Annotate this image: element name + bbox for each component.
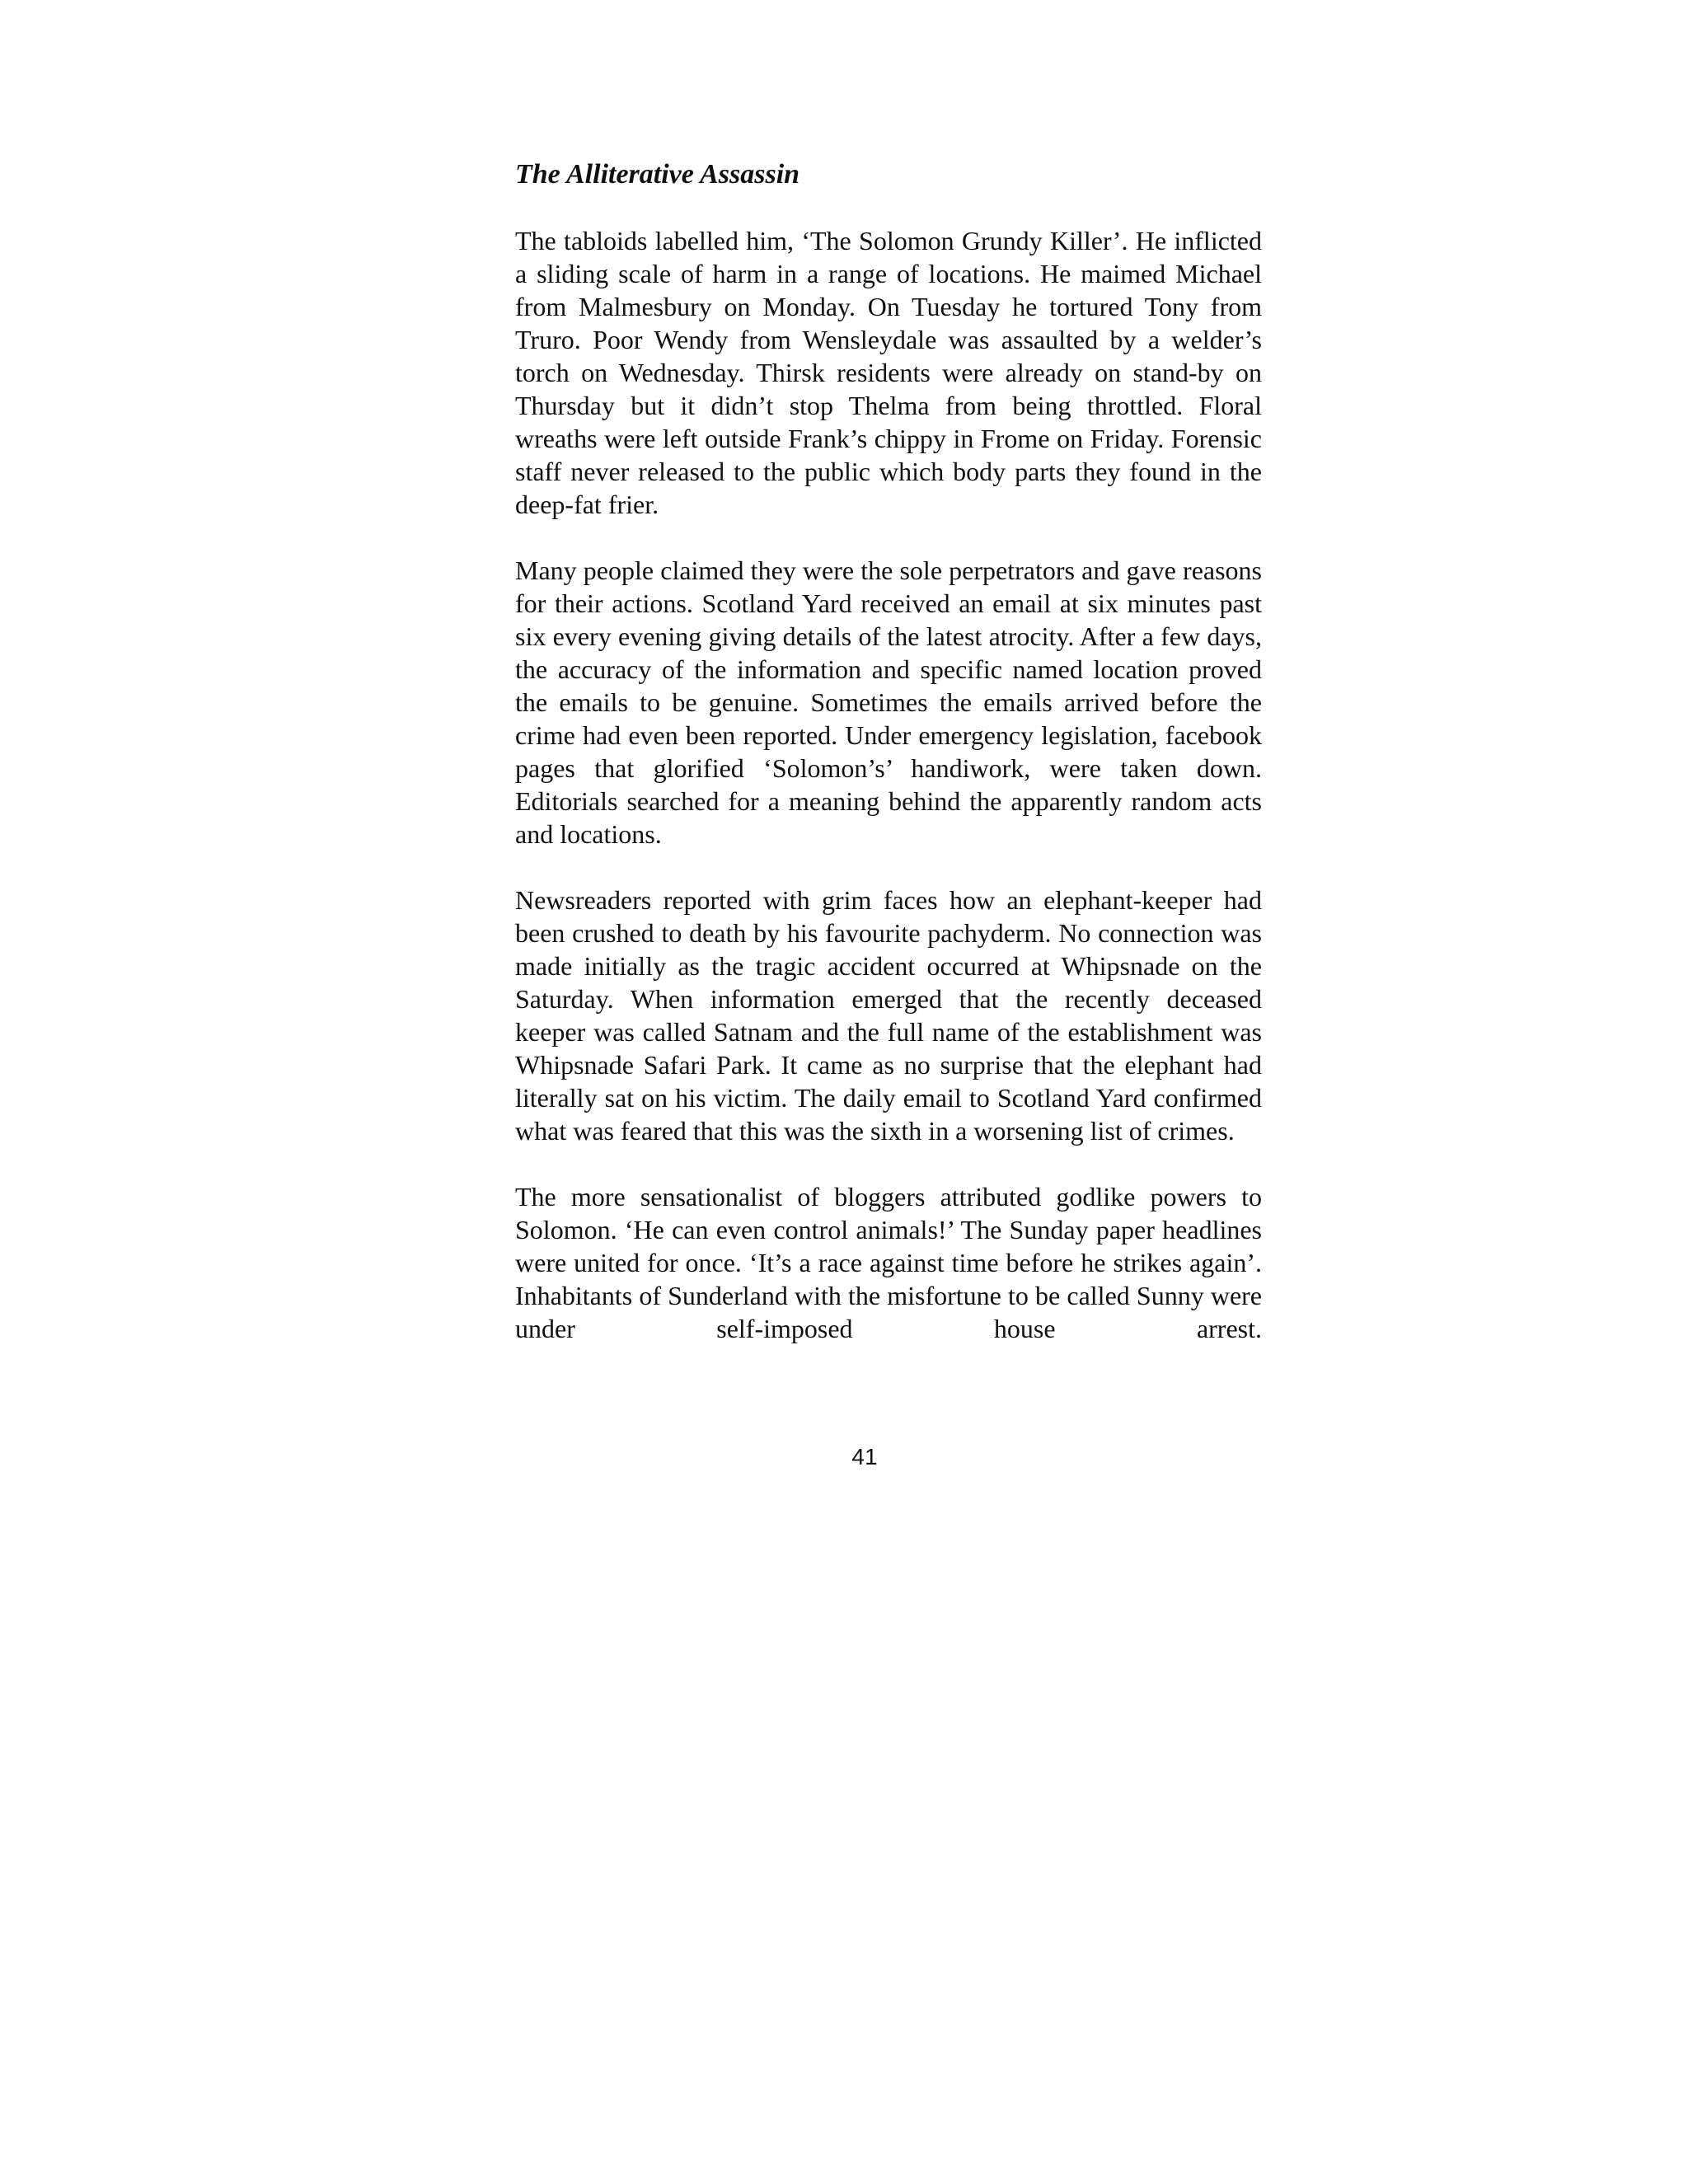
paragraph-3: Newsreaders reported with grim faces how an elephant-keeper had been crushed to death by his favourite pachyderm. No connection was made initially as the tragic accident occurred at Whipsnade on the Saturday. When information emerged that the recently deceased keeper was called Satnam and the full name of the establishment was Whipsnade Safari Park. It came as no surprise that the elephant had literally sat on his victim. The daily email to Scotland Yard confirmed what was feared that this was the sixth in a worsening list of crimes. bbox=[515, 885, 1262, 1146]
paragraph-2: Many people claimed they were the sole perpetrators and gave reasons for their actions. Scotland Yard received an email at six minutes past six every evening giving details of the latest atrocity. After a few days, the accuracy of the information and specific named location proved the emails to be genuine. Sometimes the emails arrived before the crime had even been reported. Under emergency legislation, facebook pages that glorified ‘Solomon’s’ handiwork, were taken down. Editorials searched for a meaning behind the apparently random acts and locations. bbox=[515, 555, 1262, 849]
page-number: 41 bbox=[851, 1444, 878, 1469]
paragraph-4: The more sensationalist of bloggers attributed godlike powers to Solomon. ‘He can even control animals!’ The Sunday paper headlines were united for once. ‘It’s a race against time before he strikes again’. Inhabitants of Sunderland with the misfortune to be called Sunny were under self-imposed house arrest. bbox=[515, 1182, 1262, 1343]
text-column bbox=[515, 158, 1262, 1345]
story-title: The Alliterative Assassin bbox=[515, 159, 800, 190]
paragraph-1: The tabloids labelled him, ‘The Solomon Grundy Killer’. He inflicted a sliding scale of harm in a range of locations. He maimed Michael from Malmesbury on Monday. On Tuesday he tortured Tony from Truro. Poor Wendy from Wensleydale was assaulted by a welder’s torch on Wednesday. Thirsk residents were already on stand-by on Thursday but it didn’t stop Thelma from being throttled. Floral wreaths were left outside Frank’s chippy in Frome on Friday. Forensic staff never released to the public which body parts they found in the deep-fat frier. bbox=[515, 226, 1262, 519]
